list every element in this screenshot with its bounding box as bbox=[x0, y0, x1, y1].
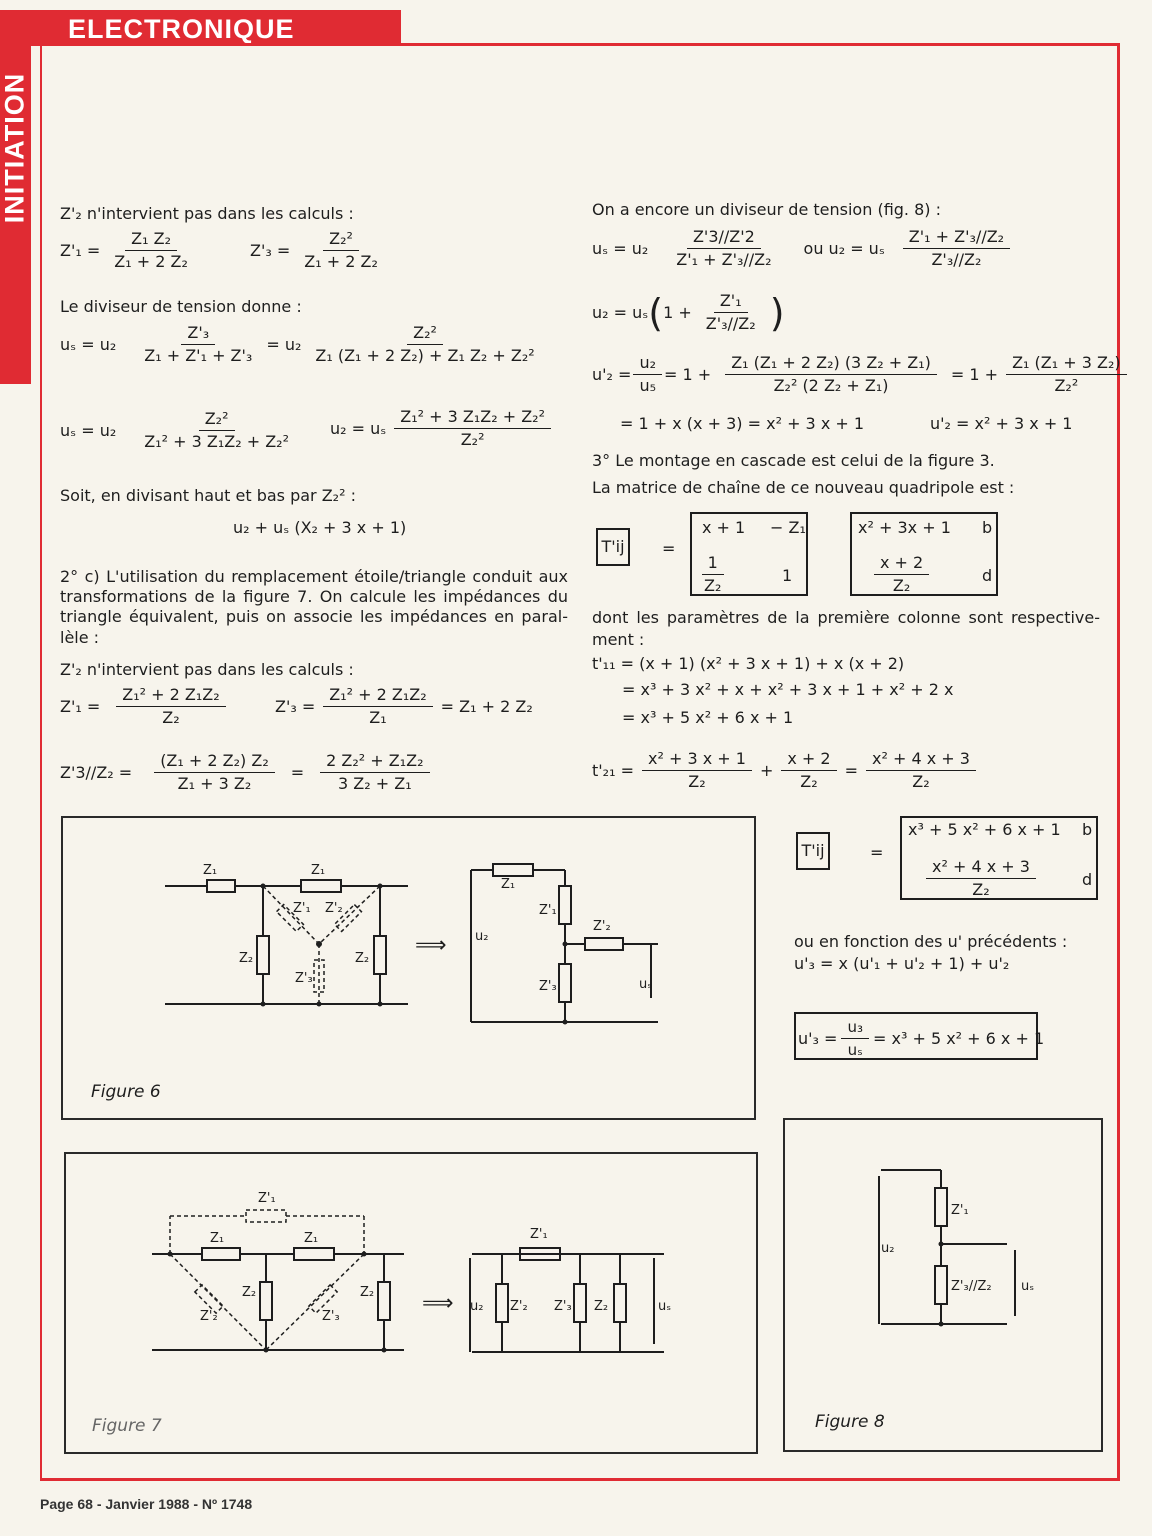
eq-u3-result: u'₃ = $\frac{\text{u₃}}{\text{uₛ}}$ = x³ + 5 x² + 6 x + 1 bbox=[798, 1018, 1045, 1059]
svg-text:Z₂: Z₂ bbox=[594, 1299, 609, 1314]
matrix-3: x³ + 5 x² + 6 x + 1 b $\frac{\text{x² + 4 x + 3}}{\text{Z₂}}$ d bbox=[900, 816, 1098, 900]
eq-z3-prime-2: Z'₃ = $\frac{\text{Z₁² + 2 Z₁Z₂}}{\text{Z₁}}$ = Z₁ + 2 Z₂ bbox=[275, 685, 533, 727]
svg-text:u₂: u₂ bbox=[470, 1299, 484, 1314]
svg-text:u₂: u₂ bbox=[475, 929, 489, 944]
svg-text:⟹: ⟹ bbox=[415, 933, 447, 958]
matrix-equals: = bbox=[662, 539, 676, 558]
svg-text:u₂: u₂ bbox=[881, 1241, 895, 1256]
svg-text:Z'₃: Z'₃ bbox=[539, 979, 557, 994]
eq-z3-prime: Z'₃ = $\frac{\text{Z₂²}}{\text{Z₁ + 2 Z₂}}$ bbox=[250, 229, 378, 271]
svg-text:uₛ: uₛ bbox=[1021, 1279, 1035, 1294]
svg-text:uₛ: uₛ bbox=[658, 1299, 672, 1314]
eq-parallel: Z'3//Z₂ = $\frac{\text{(Z₁ + 2 Z₂) Z₂}}{\text{Z₁ + 3 Z₂}}$ = $\frac{\text{2 Z₂² + Z₁Z₂}}{\text{3 Z₂ + Z₁}}$ bbox=[60, 750, 438, 795]
section-title: ELECTRONIQUE bbox=[68, 14, 295, 44]
eq-fig8-3: u'₂ = $\frac{\text{u₂}}{\text{u₅}}$ = 1 + $\frac{\text{Z₁ (Z₁ + 2 Z₂) (3 Z₂ + Z₁)}}{\text{Z₂² (2 Z₂ + Z₁)}}$ = 1 + $\frac{\text{Z₁ (Z₁ + 3 Z₂)}}{\text{Z₂²}}$ bbox=[592, 352, 1135, 397]
figure-7-caption: Figure 7 bbox=[92, 1416, 162, 1436]
matrix-label-box: T'ij bbox=[596, 528, 630, 566]
matrix-2: x² + 3x + 1 b $\frac{x + 2}{\text{Z₂}}$ d bbox=[850, 512, 998, 596]
figure-8-caption: Figure 8 bbox=[815, 1412, 885, 1432]
eq-t11-3: = x³ + 5 x² + 6 x + 1 bbox=[622, 708, 794, 727]
svg-text:Z'₂: Z'₂ bbox=[200, 1309, 218, 1324]
eq-fig8-4: = 1 + x (x + 3) = x² + 3 x + 1 bbox=[620, 414, 865, 433]
left-para-line-4: lèle : bbox=[60, 628, 100, 647]
right-para-line-2: ment : bbox=[592, 630, 645, 649]
figure-8-circuit bbox=[785, 1120, 1101, 1450]
eq-fig8-2: u₂ = uₛ ( 1 + $\frac{\text{Z'₁}}{\text{Z'₃//Z₂}}$ ) bbox=[592, 290, 785, 335]
left-para-line-2: transformations de la figure 7. On calcule les impédances du bbox=[60, 587, 568, 606]
svg-text:uₛ: uₛ bbox=[639, 977, 653, 992]
figure-6-caption: Figure 6 bbox=[91, 1082, 161, 1102]
left-text-1: Z'₂ n'intervient pas dans les calculs : bbox=[60, 204, 354, 223]
figure-7-box bbox=[64, 1152, 758, 1454]
svg-text:Z₂: Z₂ bbox=[242, 1285, 257, 1300]
side-title: INITIATION bbox=[0, 72, 30, 224]
svg-text:Z'₁: Z'₁ bbox=[293, 901, 311, 916]
right-text-2: 3° Le montage en cascade est celui de la figure 3. bbox=[592, 451, 995, 470]
svg-text:Z₁: Z₁ bbox=[501, 877, 516, 892]
figure-6-box bbox=[61, 816, 756, 1120]
eq-divider-3: u₂ = uₛ $\frac{\text{Z₁² + 3 Z₁Z₂ + Z₂²}}{\text{Z₂²}}$ bbox=[330, 406, 559, 451]
eq-z1-prime: Z'₁ = $\frac{\text{Z₁ Z₂}}{\text{Z₁ + 2 Z₂}}$ bbox=[60, 229, 188, 271]
matrix-label-box-2: T'ij bbox=[796, 832, 830, 870]
eq-t11-1: t'₁₁ = (x + 1) (x² + 3 x + 1) + x (x + 2) bbox=[592, 654, 905, 673]
left-text-3: Soit, en divisant haut et bas par Z₂² : bbox=[60, 486, 356, 505]
eq-result-1: u₂ + uₛ (X₂ + 3 x + 1) bbox=[233, 518, 407, 537]
svg-text:Z₁: Z₁ bbox=[311, 863, 326, 878]
svg-text:⟹: ⟹ bbox=[422, 1291, 454, 1316]
eq-u3-1: u'₃ = x (u'₁ + u'₂ + 1) + u'₂ bbox=[794, 954, 1010, 973]
eq-t11-2: = x³ + 3 x² + x + x² + 3 x + 1 + x² + 2 x bbox=[622, 680, 954, 699]
right-para-line-1: dont les paramètres de la première colonne sont respective- bbox=[592, 608, 1100, 627]
left-text-2: Le diviseur de tension donne : bbox=[60, 297, 302, 316]
svg-text:Z₂: Z₂ bbox=[355, 951, 370, 966]
left-para-line-3: triangle équivalent, puis on associe les impédances en paral- bbox=[60, 607, 568, 626]
svg-text:Z'₁: Z'₁ bbox=[530, 1227, 548, 1242]
svg-text:Z₁: Z₁ bbox=[210, 1231, 225, 1246]
left-text-4: Z'₂ n'intervient pas dans les calculs : bbox=[60, 660, 354, 679]
svg-text:Z₁: Z₁ bbox=[203, 863, 218, 878]
page-footer: Page 68 - Janvier 1988 - Nº 1748 bbox=[40, 1496, 253, 1512]
eq-divider-2: uₛ = u₂ $\frac{\text{Z₂²}}{\text{Z₁² + 3 Z₁Z₂ + Z₂²}}$ bbox=[60, 409, 289, 451]
right-text-4: ou en fonction des u' précédents : bbox=[794, 932, 1068, 951]
matrix-equals-2: = bbox=[870, 843, 884, 862]
svg-text:Z₂: Z₂ bbox=[360, 1285, 375, 1300]
figure-6-circuit bbox=[63, 818, 754, 1118]
figure-7-circuit bbox=[66, 1154, 756, 1452]
svg-text:Z'₁: Z'₁ bbox=[258, 1191, 276, 1206]
svg-text:Z'₁: Z'₁ bbox=[951, 1203, 969, 1218]
svg-text:Z'₂: Z'₂ bbox=[510, 1299, 528, 1314]
svg-text:Z'₂: Z'₂ bbox=[325, 901, 343, 916]
eq-z1-prime-2: Z'₁ = $\frac{\text{Z₁² + 2 Z₁Z₂}}{\text{Z₂}}$ bbox=[60, 684, 234, 729]
eq-divider-1: uₛ = u₂ $\frac{\text{Z'₃}}{\text{Z₁ + Z'₁ + Z'₃}}$ = u₂ $\frac{\text{Z₂²}}{\text{Z₁ (Z₁ + 2 Z₂) + Z₁ Z₂ + Z₂²}}$ bbox=[60, 323, 535, 365]
eq-t21: t'₂₁ = $\frac{\text{x² + 3 x + 1}}{\text{Z₂}}$ + $\frac{x + 2}{\text{Z₂}}$ = $\frac{\text{x² + 4 x + 3}}{\text{Z₂}}$ bbox=[592, 748, 984, 793]
svg-text:Z₁: Z₁ bbox=[304, 1231, 319, 1246]
eq-fig8-5: u'₂ = x² + 3 x + 1 bbox=[930, 414, 1073, 433]
svg-text:Z'₃: Z'₃ bbox=[554, 1299, 572, 1314]
right-text-1: On a encore un diviseur de tension (fig. 8) : bbox=[592, 200, 941, 219]
matrix-1: x + 1 − Z₁ $\frac{1}{\text{Z₂}}$ 1 bbox=[690, 512, 808, 596]
left-para-line-1: 2° c) L'utilisation du remplacement étoile/triangle conduit aux bbox=[60, 567, 568, 586]
svg-text:Z₂: Z₂ bbox=[239, 951, 254, 966]
svg-text:Z'₃: Z'₃ bbox=[322, 1309, 340, 1324]
right-text-3: La matrice de chaîne de ce nouveau quadripole est : bbox=[592, 478, 1015, 497]
result-box bbox=[794, 1012, 1045, 1060]
svg-text:Z'₁: Z'₁ bbox=[539, 903, 557, 918]
svg-text:Z'₂: Z'₂ bbox=[593, 919, 611, 934]
svg-text:Z'₃//Z₂: Z'₃//Z₂ bbox=[951, 1279, 992, 1294]
eq-fig8-1: uₛ = u₂ $\frac{Z'3//Z'2}{\text{Z'₁ + Z'₃//Z₂}}$ ou u₂ = uₛ $\frac{\text{Z'₁ + Z'₃//Z₂}}{\text{Z'₃//Z₂}}$ bbox=[592, 226, 1018, 271]
figure-8-box bbox=[783, 1118, 1103, 1452]
svg-text:Z'₃: Z'₃ bbox=[295, 971, 313, 986]
